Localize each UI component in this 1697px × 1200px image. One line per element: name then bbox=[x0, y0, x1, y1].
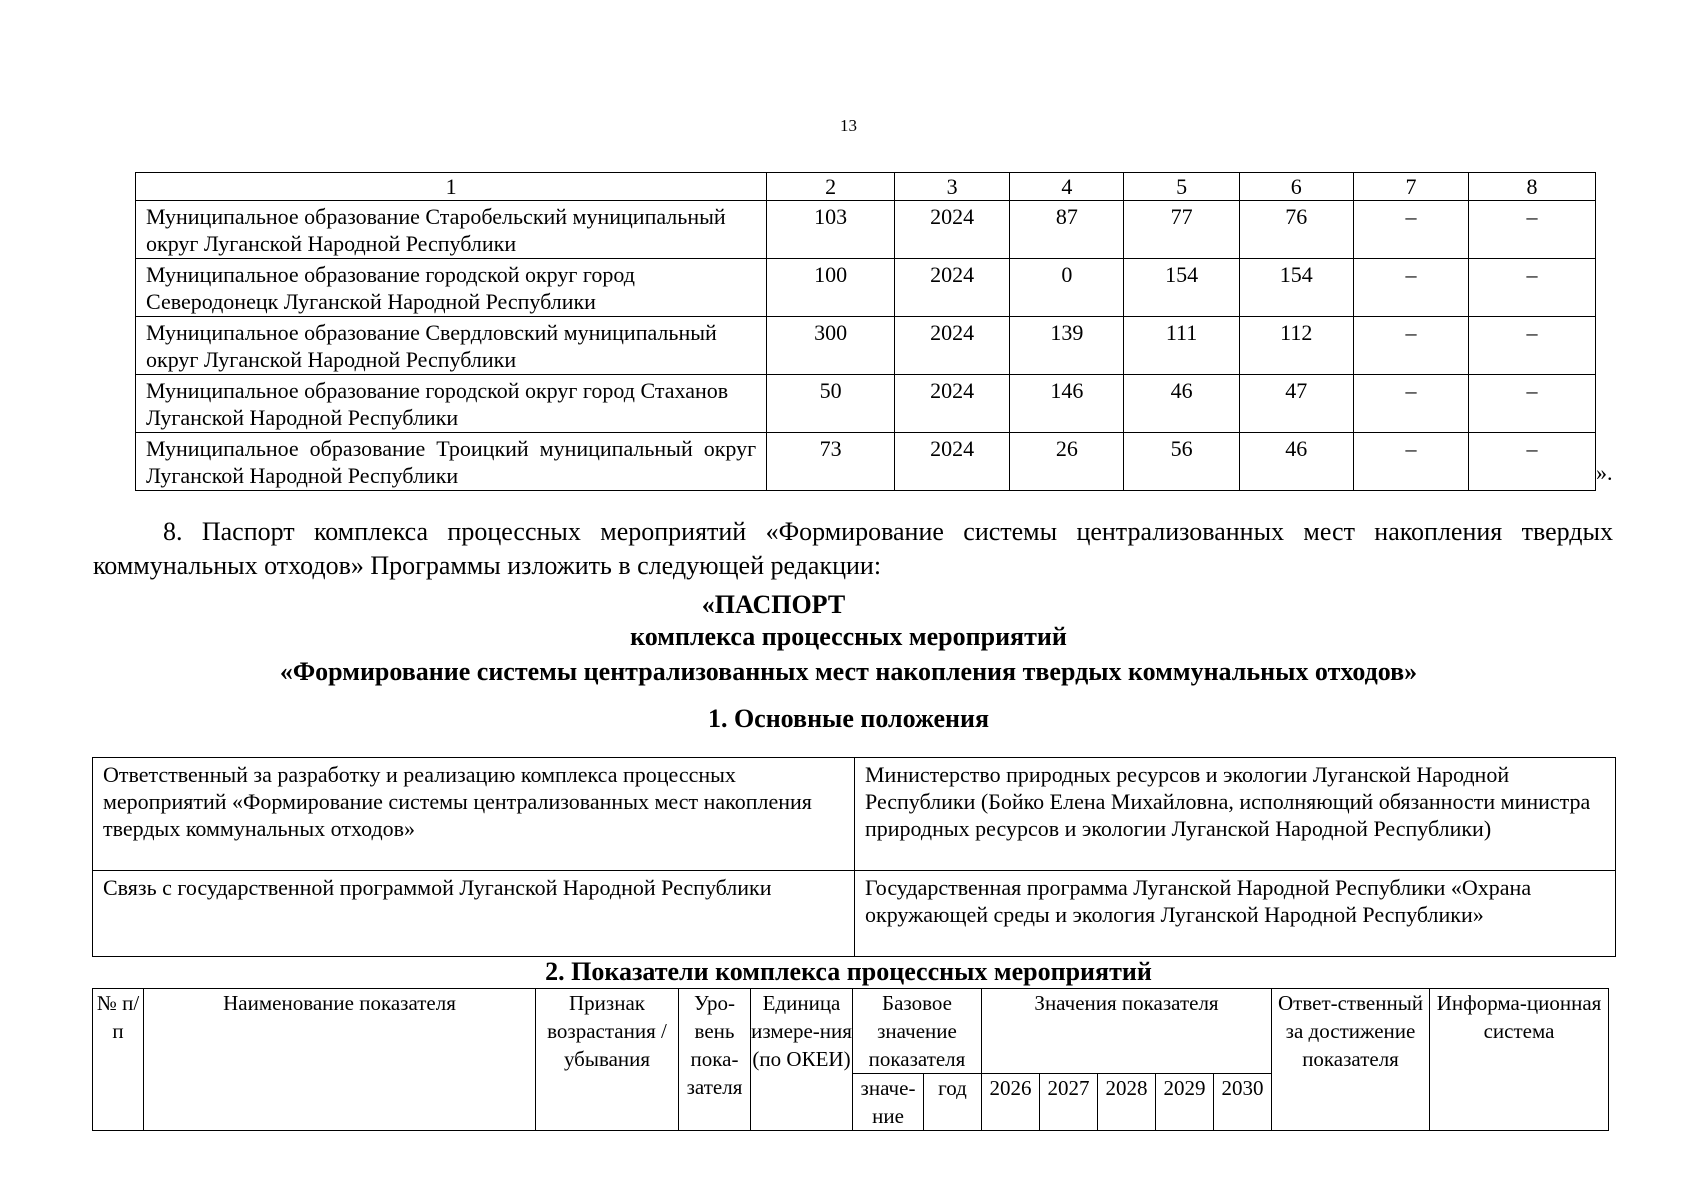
header-year: 2028 bbox=[1098, 1074, 1156, 1131]
value-cell: – bbox=[1469, 317, 1596, 375]
value-cell: 103 bbox=[767, 201, 895, 259]
section-title: 1. Основные положения bbox=[707, 704, 990, 733]
value-cell: 2024 bbox=[895, 433, 1010, 491]
value-cell: – bbox=[1469, 201, 1596, 259]
value-cell: 2024 bbox=[895, 375, 1010, 433]
value-cell: 47 bbox=[1239, 375, 1353, 433]
table-row bbox=[136, 259, 1596, 317]
header-year: 2029 bbox=[1156, 1074, 1214, 1131]
header-cell: 4 bbox=[1010, 173, 1124, 201]
value-cell: 2024 bbox=[895, 259, 1010, 317]
header-year: 2027 bbox=[1040, 1074, 1098, 1131]
table-row bbox=[93, 871, 1616, 957]
table-header-row bbox=[93, 989, 1609, 1074]
header-cell: 8 bbox=[1469, 173, 1596, 201]
value-cell: – bbox=[1353, 375, 1468, 433]
value-cell: 2024 bbox=[895, 317, 1010, 375]
row-label: Связь с государственной программой Луганской Народной Республики bbox=[93, 871, 855, 957]
value-cell: 76 bbox=[1239, 201, 1353, 259]
row-value: Государственная программа Луганской Народной Республики «Охрана окружающей среды и экология Луганской Народной Республики» bbox=[855, 871, 1616, 957]
passport-complex-name: «Формирование системы централизованных мест накопления твердых коммунальных отходов» bbox=[279, 657, 1418, 686]
header-cell: 5 bbox=[1124, 173, 1239, 201]
value-cell: – bbox=[1353, 317, 1468, 375]
value-cell: 56 bbox=[1124, 433, 1239, 491]
passport-title-text: «ПАСПОРТ bbox=[701, 590, 846, 619]
table-row bbox=[93, 758, 1616, 871]
value-cell: – bbox=[1353, 259, 1468, 317]
value-cell: 154 bbox=[1124, 259, 1239, 317]
value-cell: 112 bbox=[1239, 317, 1353, 375]
header-cell: 7 bbox=[1353, 173, 1468, 201]
header-name: Наименование показателя bbox=[144, 989, 536, 1131]
header-trend: Признак возрастания / убывания bbox=[536, 989, 679, 1131]
table-row bbox=[136, 201, 1596, 259]
value-cell: 46 bbox=[1239, 433, 1353, 491]
basic-provisions-table bbox=[92, 757, 1616, 957]
header-unit: Единица измере-ния (по ОКЕИ) bbox=[751, 989, 853, 1131]
value-cell: – bbox=[1469, 259, 1596, 317]
value-cell: 154 bbox=[1239, 259, 1353, 317]
value-cell: – bbox=[1353, 433, 1468, 491]
municipal-values-table bbox=[135, 172, 1596, 491]
table-row bbox=[136, 433, 1596, 491]
municipality-name: Муниципальное образование Троицкий муниципальный округ Луганской Народной Республики bbox=[136, 433, 767, 491]
value-cell: 73 bbox=[767, 433, 895, 491]
value-cell: – bbox=[1469, 375, 1596, 433]
value-cell: 46 bbox=[1124, 375, 1239, 433]
row-value: Министерство природных ресурсов и экологии Луганской Народной Республики (Бойко Елена Михайловна, исполняющий обязанности министра природных ресурсов и экологии Луганской Народной Республики) bbox=[855, 758, 1616, 871]
passport-title bbox=[0, 588, 1697, 622]
value-cell: 50 bbox=[767, 375, 895, 433]
page-number: 13 bbox=[840, 116, 857, 135]
amendment-paragraph: 8. Паспорт комплекса процессных мероприятий «Формирование системы централизованных мест накопления твердых коммунальных отходов» Программы изложить в следующей редакции: bbox=[93, 517, 1613, 580]
value-cell: 100 bbox=[767, 259, 895, 317]
header-year: 2030 bbox=[1214, 1074, 1272, 1131]
header-num: № п/п bbox=[93, 989, 144, 1131]
header-cell: 6 bbox=[1239, 173, 1353, 201]
value-cell: 26 bbox=[1010, 433, 1124, 491]
header-cell: 2 bbox=[767, 173, 895, 201]
municipality-name: Муниципальное образование городской округ город Стаханов Луганской Народной Республики bbox=[136, 375, 767, 433]
closing-quote: ». bbox=[1596, 460, 1613, 485]
header-cell: 1 bbox=[136, 173, 767, 201]
value-cell: 146 bbox=[1010, 375, 1124, 433]
header-responsible: Ответ-ственный за достижение показателя bbox=[1272, 989, 1430, 1131]
header-year: 2026 bbox=[982, 1074, 1040, 1131]
row-label: Ответственный за разработку и реализацию комплекса процессных мероприятий «Формирование системы централизованных мест накопления твердых коммунальных отходов» bbox=[93, 758, 855, 871]
section-title: 2. Показатели комплекса процессных мероприятий bbox=[545, 957, 1152, 986]
value-cell: 139 bbox=[1010, 317, 1124, 375]
header-base-year: год bbox=[924, 1074, 982, 1131]
value-cell: 111 bbox=[1124, 317, 1239, 375]
value-cell: 77 bbox=[1124, 201, 1239, 259]
value-cell: 2024 bbox=[895, 201, 1010, 259]
header-cell: 3 bbox=[895, 173, 1010, 201]
header-values: Значения показателя bbox=[982, 989, 1272, 1074]
municipality-name: Муниципальное образование Старобельский муниципальный округ Луганской Народной Республики bbox=[136, 201, 767, 259]
municipality-name: Муниципальное образование городской округ город Северодонецк Луганской Народной Республики bbox=[136, 259, 767, 317]
value-cell: 300 bbox=[767, 317, 895, 375]
value-cell: – bbox=[1469, 433, 1596, 491]
value-cell: – bbox=[1353, 201, 1468, 259]
municipality-name: Муниципальное образование Свердловский муниципальный округ Луганской Народной Республики bbox=[136, 317, 767, 375]
header-level: Уро-вень пока-зателя bbox=[679, 989, 751, 1131]
table-row bbox=[136, 317, 1596, 375]
value-cell: 87 bbox=[1010, 201, 1124, 259]
header-info-system: Информа-ционная система bbox=[1430, 989, 1609, 1131]
passport-subtitle: комплекса процессных мероприятий bbox=[630, 622, 1067, 651]
header-base-value: значе-ние bbox=[853, 1074, 924, 1131]
indicators-table bbox=[92, 988, 1609, 1131]
table-row bbox=[136, 375, 1596, 433]
value-cell: 0 bbox=[1010, 259, 1124, 317]
table-header-row bbox=[136, 173, 1596, 201]
header-base: Базовое значение показателя bbox=[853, 989, 982, 1074]
